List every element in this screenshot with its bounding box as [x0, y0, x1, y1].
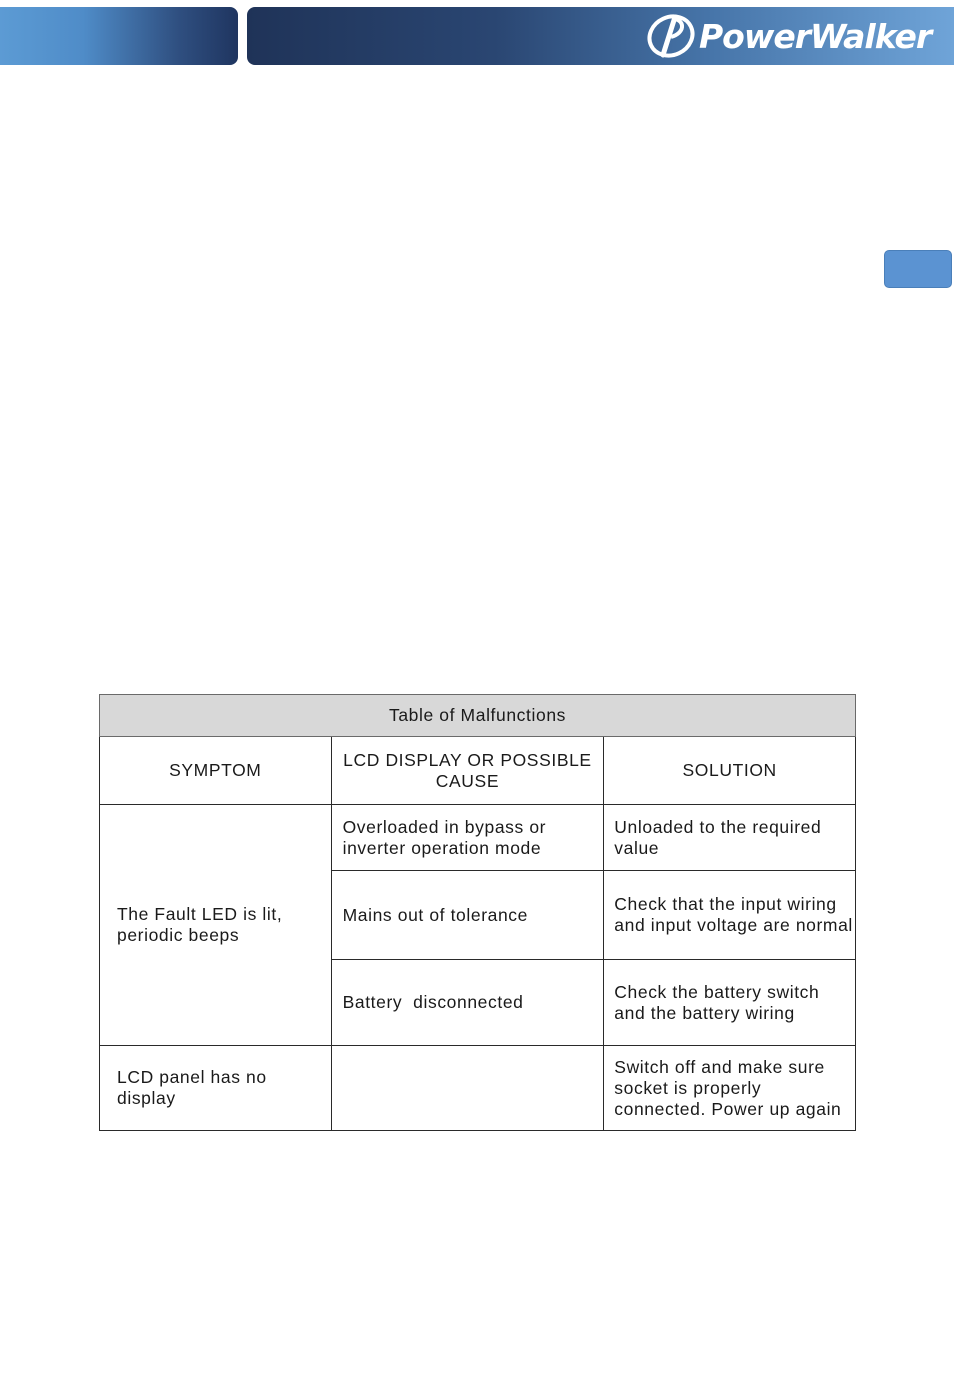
- header-band-left: [0, 7, 238, 65]
- table-header-row: [100, 737, 856, 805]
- table-row: [100, 805, 856, 871]
- solution-cell: Switch off and make sure socket is properly connected. Power up again: [604, 1046, 856, 1131]
- symptom-cell: LCD panel has no display: [100, 1046, 332, 1131]
- column-header-symptom: SYMPTOM: [100, 737, 332, 805]
- symptom-cell: The Fault LED is lit, periodic beeps: [100, 805, 332, 1046]
- cause-cell: Overloaded in bypass or inverter operation mode: [331, 805, 604, 871]
- column-header-solution: SOLUTION: [604, 737, 856, 805]
- table-title-row: [100, 695, 856, 737]
- cause-cell: [331, 1046, 604, 1131]
- powerwalker-swirl-logo-icon: [645, 11, 697, 61]
- table-row: [100, 1046, 856, 1131]
- solution-cell: Unloaded to the required value: [604, 805, 856, 871]
- cause-cell: Battery disconnected: [331, 960, 604, 1046]
- brand-logo: [645, 10, 945, 62]
- table-title: Table of Malfunctions: [100, 695, 856, 737]
- cause-cell: Mains out of tolerance: [331, 871, 604, 960]
- brand-name: PowerWalker: [699, 16, 932, 56]
- column-header-cause: LCD DISPLAY OR POSSIBLE CAUSE: [331, 737, 604, 805]
- language-side-tab[interactable]: [884, 250, 952, 288]
- solution-cell: Check that the input wiring and input voltage are normal: [604, 871, 856, 960]
- solution-cell: Check the battery switch and the battery wiring: [604, 960, 856, 1046]
- malfunctions-table: [99, 694, 856, 1131]
